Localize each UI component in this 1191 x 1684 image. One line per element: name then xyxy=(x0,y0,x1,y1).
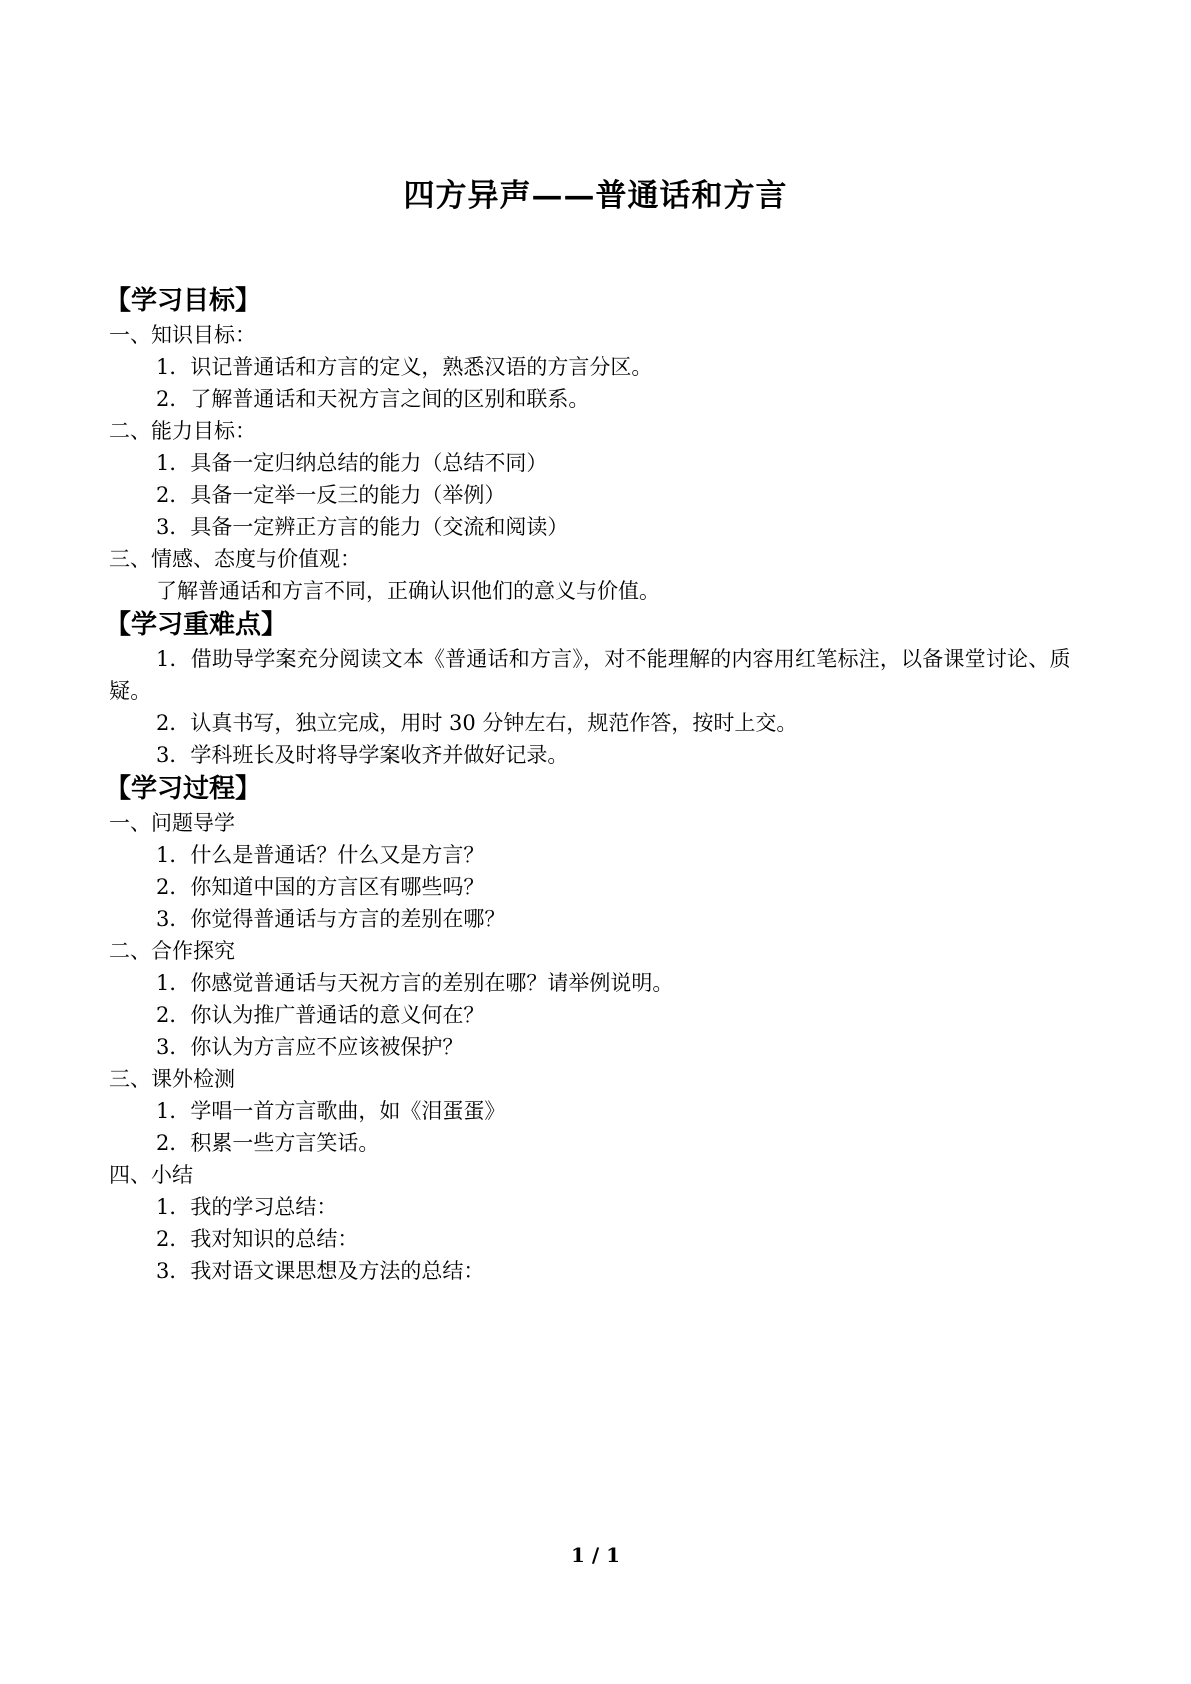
subsection-label-explore: 二、合作探究 xyxy=(109,939,235,963)
list-item: 2．积累一些方言笑话。 xyxy=(156,1131,380,1155)
subsection-label-summary: 四、小结 xyxy=(109,1163,193,1187)
list-item: 2．你认为推广普通话的意义何在？ xyxy=(156,1003,485,1027)
subsection-label-ability: 二、能力目标： xyxy=(109,419,256,443)
list-item: 2．具备一定举一反三的能力（举例） xyxy=(156,483,506,507)
document-title: 四方异声——普通话和方言 xyxy=(403,178,788,214)
list-item: 3．具备一定辨正方言的能力（交流和阅读） xyxy=(156,515,569,539)
list-item: 3．学科班长及时将导学案收齐并做好记录。 xyxy=(156,743,569,767)
list-item: 1．你感觉普通话与天祝方言的差别在哪？请举例说明。 xyxy=(156,971,674,995)
subsection-label-homework: 三、课外检测 xyxy=(109,1067,235,1091)
list-item: 2．我对知识的总结： xyxy=(156,1227,359,1251)
section-heading-goals: 【学习目标】 xyxy=(105,286,262,316)
list-item: 1．借助导学案充分阅读文本《普通话和方言》，对不能理解的内容用红笔标注，以备课堂讨论、质疑。 xyxy=(109,647,1071,703)
subsection-label-emotion: 三、情感、态度与价值观： xyxy=(109,547,361,571)
subsection-label-guide: 一、问题导学 xyxy=(109,811,235,835)
page-number: 1 / 1 xyxy=(570,1543,621,1567)
list-item: 1．识记普通话和方言的定义，熟悉汉语的方言分区。 xyxy=(156,355,653,379)
subsection-label-knowledge: 一、知识目标： xyxy=(109,323,256,347)
list-item: 2．你知道中国的方言区有哪些吗？ xyxy=(156,875,485,899)
list-item: 1．什么是普通话？什么又是方言？ xyxy=(156,843,485,867)
list-item: 2．了解普通话和天祝方言之间的区别和联系。 xyxy=(156,387,590,411)
list-item: 3．我对语文课思想及方法的总结： xyxy=(156,1259,485,1283)
list-item: 3．你认为方言应不应该被保护？ xyxy=(156,1035,464,1059)
list-item: 1．我的学习总结： xyxy=(156,1195,338,1219)
section-heading-process: 【学习过程】 xyxy=(105,774,262,804)
section-heading-keypoints: 【学习重难点】 xyxy=(105,610,288,640)
paragraph-text: 了解普通话和方言不同，正确认识他们的意义与价值。 xyxy=(156,579,660,603)
list-item: 1．学唱一首方言歌曲，如《泪蛋蛋》 xyxy=(156,1099,506,1123)
document-body xyxy=(105,283,1091,1287)
list-item: 2．认真书写，独立完成，用时 30 分钟左右，规范作答，按时上交。 xyxy=(156,711,798,735)
list-item: 1．具备一定归纳总结的能力（总结不同） xyxy=(156,451,548,475)
list-item: 3．你觉得普通话与方言的差别在哪？ xyxy=(156,907,506,931)
